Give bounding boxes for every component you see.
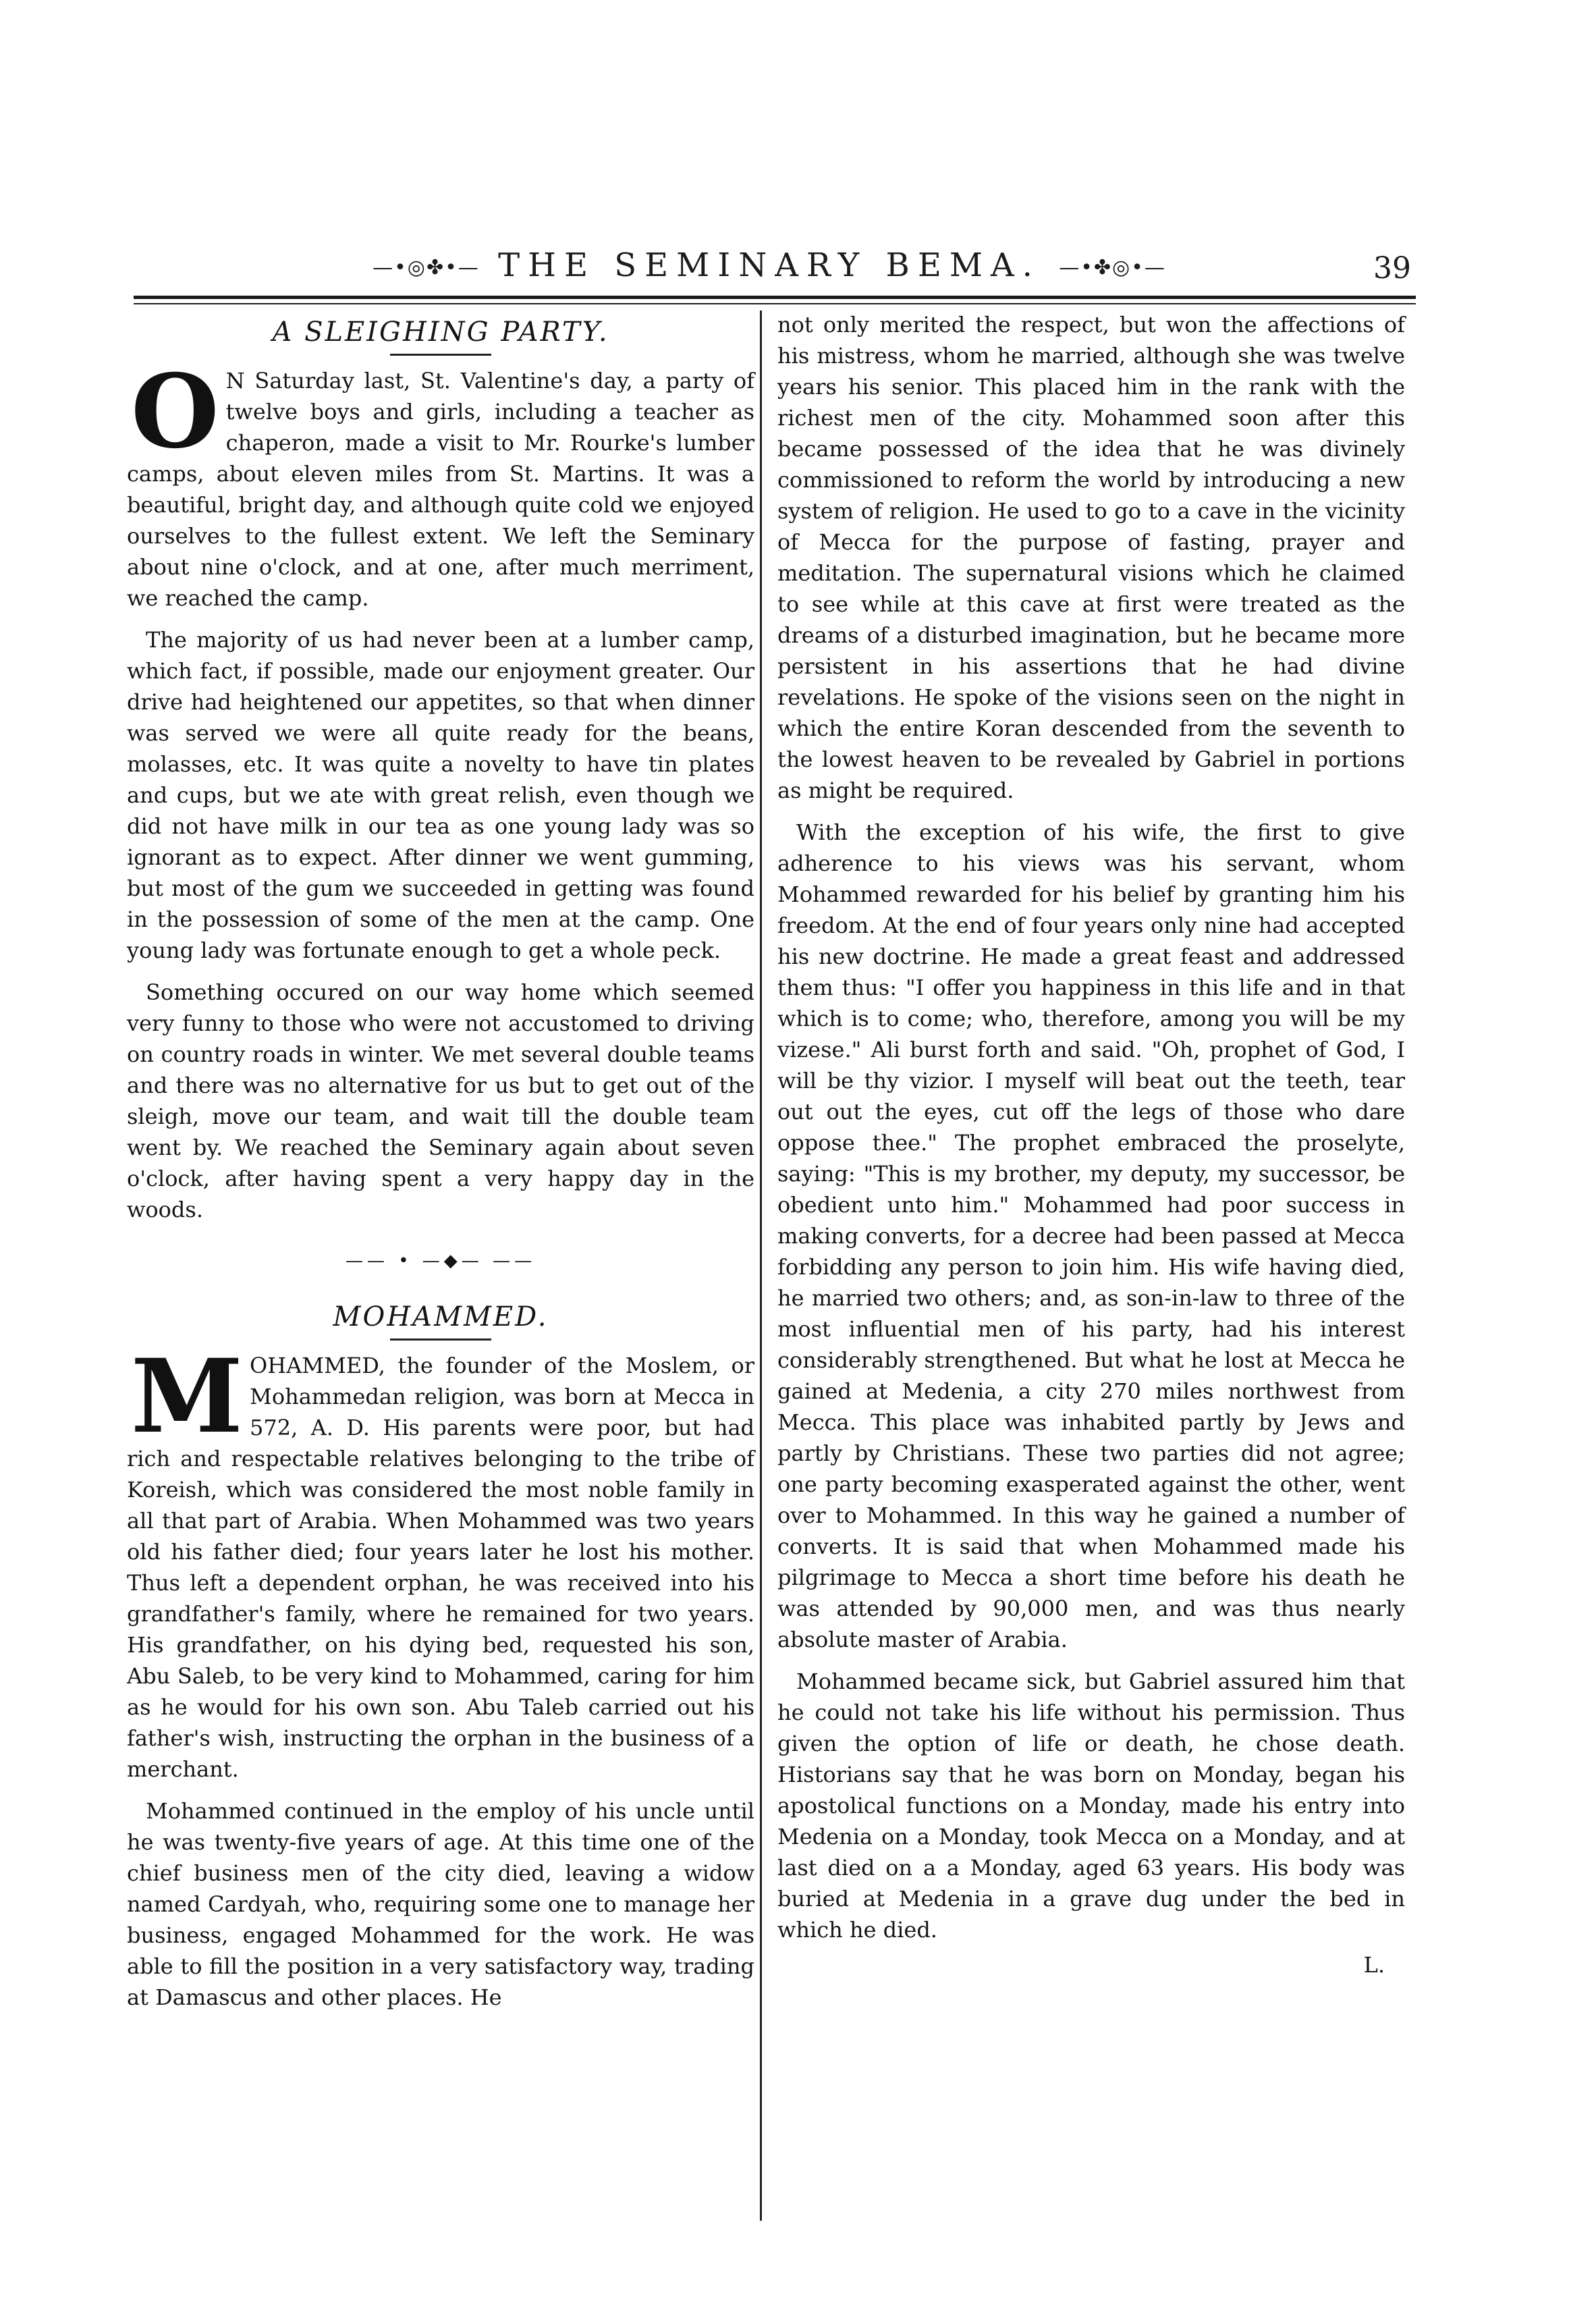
paragraph: Mohammed became sick, but Gabriel assured him that he could not take his life without his permission. Thus given the option of life or death, he chose death. Historians say that he was born on Monday, began his apostolical functions on a Monday, made his entry into Medenia on a Monday, took Mecca on a Monday, and at last died on a a Monday, aged 63 years. His body was buried at Medenia in a grave dug under the bed in which he died. [777,1669,1405,1943]
drop-cap: M [131,1337,244,1456]
article-title-mohammed: MOHAMMED. [333,1301,549,1332]
journal-title: THE SEMINARY BEMA. [498,246,1041,284]
title-underline [390,1339,491,1341]
right-column [777,309,1405,1980]
drop-cap: O [131,352,219,471]
header-ornament-right: —•✤◎•— [1059,256,1166,279]
column-divider [760,310,762,2221]
paragraph: not only merited the respect, but won the affections of his mistress, whom he married, although she was twelve years his senior. This placed him in the rank with the richest men of the city. Mohammed soon after this became possessed of the idea that he was divinely commissioned to reform the world by introducing a new system of religion. He used to go to a cave in the vicinity of Mecca for the purpose of fasting, prayer and meditation. The supernatural visions which he claimed to see while at this cave at first were treated as the dreams of a disturbed imagination, but he became more persistent in his assertions that he had divine revelations. He spoke of the visions seen on the night in which the entire Koran descended from the seventh to the lowest heaven to be revealed by Gabriel in portions as might be required. [777,312,1405,803]
header-rule-thick [134,296,1416,299]
paragraph: The majority of us had never been at a lumber camp, which fact, if possible, made our enjoyment greater. Our drive had heightened our appetites, so that when dinner was served we were all quite ready for the beans, molasses, etc. It was quite a novelty to have tin plates and cups, but we ate with great relish, even though we did not have milk in our tea as one young lady was so ignorant as to expect. After dinner we went gumming, but most of the gum we succeeded in getting was found in the possession of some of the men at the camp. One young lady was fortunate enough to get a whole peck. [127,627,754,963]
paragraph: Something occured on our way home which seemed very funny to those who were not accustomed to driving on country roads in winter. We met several double teams and there was no alternative for us but to get out of the sleigh, move our team, and wait till the double team went by. We reached the Seminary again about seven o'clock, after having spent a very happy day in the woods. [127,979,754,1222]
header-ornament-left: —•◎✤•— [373,256,480,279]
paragraph: MOHAMMED, the founder of the Moslem, or Mohammedan religion, was born at Mecca in 572, A. D. His parents were poor, but had rich and respectable relatives belonging to the tribe of Koreish, which was considered the most noble family in all that part of Arabia. When Mohammed was two years old his father died; four years later he lost his mother. Thus left a dependent orphan, he was received into his grandfather's family, where he remained for two years. His grandfather, on his dying bed, requested his son, Abu Saleb, to be very kind to Mohammed, caring for him as he would for his own son. Abu Taleb carried out his father's wish, instructing the orphan in the business of a merchant. [127,1337,754,1782]
header-rule-thin [134,303,1416,304]
section-separator: —— • —◆— —— [345,1251,536,1271]
page-number: 39 [1373,251,1411,286]
article-title-sleighing: A SLEIGHING PARTY. [272,317,609,348]
paragraph: Mohammed continued in the employ of his uncle until he was twenty-five years of age. At this time one of the chief business men of the city died, leaving a widow named Cardyah, who, requiring some one to manage her business, engaged Mohammed for the work. He was able to fill the position in a very satisfactory way, trading at Damascus and other places. He [127,1798,754,2010]
paragraph: With the exception of his wife, the first to give adherence to his views was his servant, whom Mohammed rewarded for his belief by granting him his freedom. At the end of four years only nine had accepted his new doctrine. He made a great feast and addressed them thus: "I offer you happiness in this life and in that which is to come; who, therefore, among you will be my vizese." Ali burst forth and said. "Oh, prophet of God, I will be thy vizior. I myself will beat out the teeth, tear out out the eyes, cut off the legs of those who dare oppose thee." The prophet embraced the proselyte, saying: "This is my brother, my deputy, my successor, be obedient unto him." Mohammed had poor success in making converts, for a decree had been passed at Mecca forbidding any person to join him. His wife having died, he married two others; and, as son-in-law to three of the most influential men of his party, had his interest considerably strengthened. But what he lost at Mecca he gained at Medenia, a city 270 miles northwest from Mecca. This place was inhabited partly by Jews and partly by Christians. These two parties did not agree; one party becoming exasperated against the other, went over to Mohammed. In this way he gained a number of converts. It is said that when Mohammed made his pilgrimage to Mecca a short time before his death he was attended by 90,000 men, and was thus nearly absolute master of Arabia. [777,819,1405,1652]
paragraph: O N Saturday last, St. Valentine's day, a party of twelve boys and girls, including a teacher as chaperon, made a visit to Mr. Rourke's lumber camps, about eleven miles from St. Martins. It was a beautiful, bright day, and although quite cold we enjoyed ourselves to the fullest extent. We left the Seminary about nine o'clock, and at one, after much merriment, we reached the camp. [127,352,754,611]
title-underline [390,354,491,356]
running-header [337,246,1201,284]
left-column [127,309,754,2024]
author-signature: L. [1363,1952,1385,1978]
